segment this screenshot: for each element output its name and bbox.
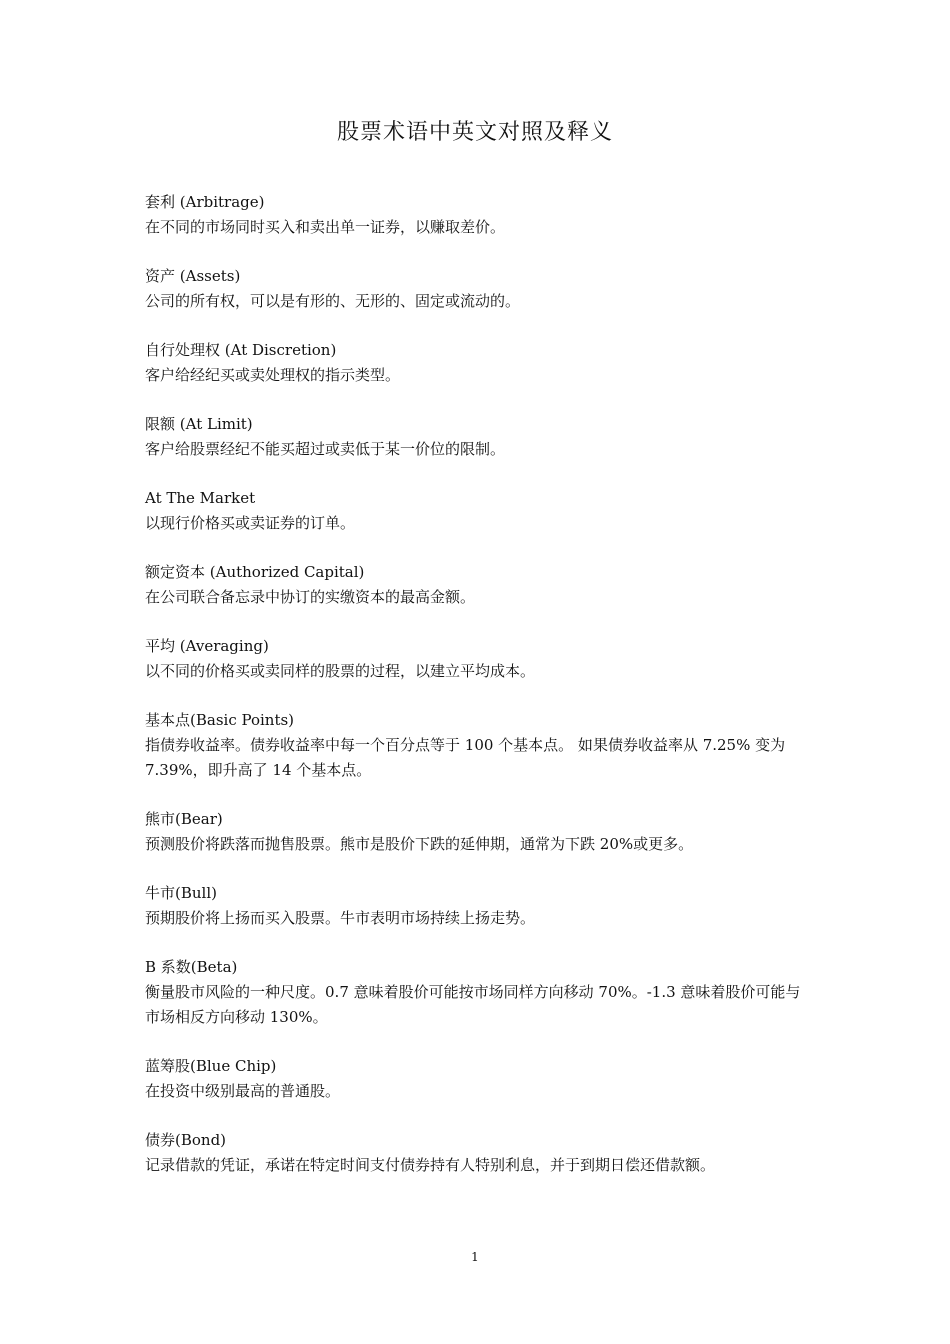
glossary-entry [145,560,815,610]
entry-definition: 记录借款的凭证，承诺在特定时间支付债券持有人特别利息，并于到期日偿还借款额。 [145,1156,716,1174]
entry-term: 资产 (Assets) [145,267,241,285]
entry-term: 熊市(Bear) [145,810,223,828]
entry-definition: 以现行价格买或卖证券的订单。 [145,514,356,532]
entry-definition: 客户给经纪买或卖处理权的指示类型。 [145,366,401,384]
glossary-entry [145,190,815,240]
entry-term: 牛市(Bull) [145,884,217,902]
entry-definition: 预期股价将上扬而买入股票。牛市表明市场持续上扬走势。 [145,909,536,927]
glossary-entry [145,708,815,783]
page-number: 1 [471,1250,479,1264]
glossary-entries [145,190,815,1202]
entry-definition: 客户给股票经纪不能买超过或卖低于某一价位的限制。 [145,440,506,458]
entry-term: 套利 (Arbitrage) [145,193,265,211]
entry-term: 蓝筹股(Blue Chip) [145,1057,277,1075]
entry-definition: 衡量股市风险的一种尺度。0.7 意味着股价可能按市场同样方向移动 70%。-1.3 意味着股价可能与市场相反方向移动 130%。 [145,983,801,1026]
glossary-entry [145,807,815,857]
glossary-entry [145,338,815,388]
glossary-entry [145,955,815,1030]
entry-definition: 在公司联合备忘录中协订的实缴资本的最高金额。 [145,588,476,606]
glossary-entry [145,412,815,462]
entry-term: 限额 (At Limit) [145,415,253,433]
glossary-entry [145,881,815,931]
entry-term: 平均 (Averaging) [145,637,269,655]
entry-definition: 指债券收益率。债券收益率中每一个百分点等于 100 个基本点。 如果债券收益率从 7.25% 变为 7.39%，即升高了 14 个基本点。 [145,736,786,779]
glossary-entry [145,634,815,684]
entry-term: B 系数(Beta) [145,958,238,976]
entry-definition: 以不同的价格买或卖同样的股票的过程，以建立平均成本。 [145,662,536,680]
glossary-entry [145,264,815,314]
entry-definition: 在投资中级别最高的普通股。 [145,1082,341,1100]
page-title: 股票术语中英文对照及释义 [336,120,613,145]
entry-term: 债券(Bond) [145,1131,227,1149]
entry-term: At The Market [145,489,256,507]
entry-definition: 预测股价将跌落而抛售股票。熊市是股价下跌的延伸期，通常为下跌 20%或更多。 [145,835,694,853]
entry-definition: 在不同的市场同时买入和卖出单一证券，以赚取差价。 [145,218,506,236]
entry-term: 基本点(Basic Points) [145,711,295,729]
glossary-entry [145,1128,815,1178]
glossary-entry [145,486,815,536]
entry-term: 自行处理权 (At Discretion) [145,341,337,359]
entry-term: 额定资本 (Authorized Capital) [145,563,365,581]
glossary-entry [145,1054,815,1104]
entry-definition: 公司的所有权，可以是有形的、无形的、固定或流动的。 [145,292,521,310]
